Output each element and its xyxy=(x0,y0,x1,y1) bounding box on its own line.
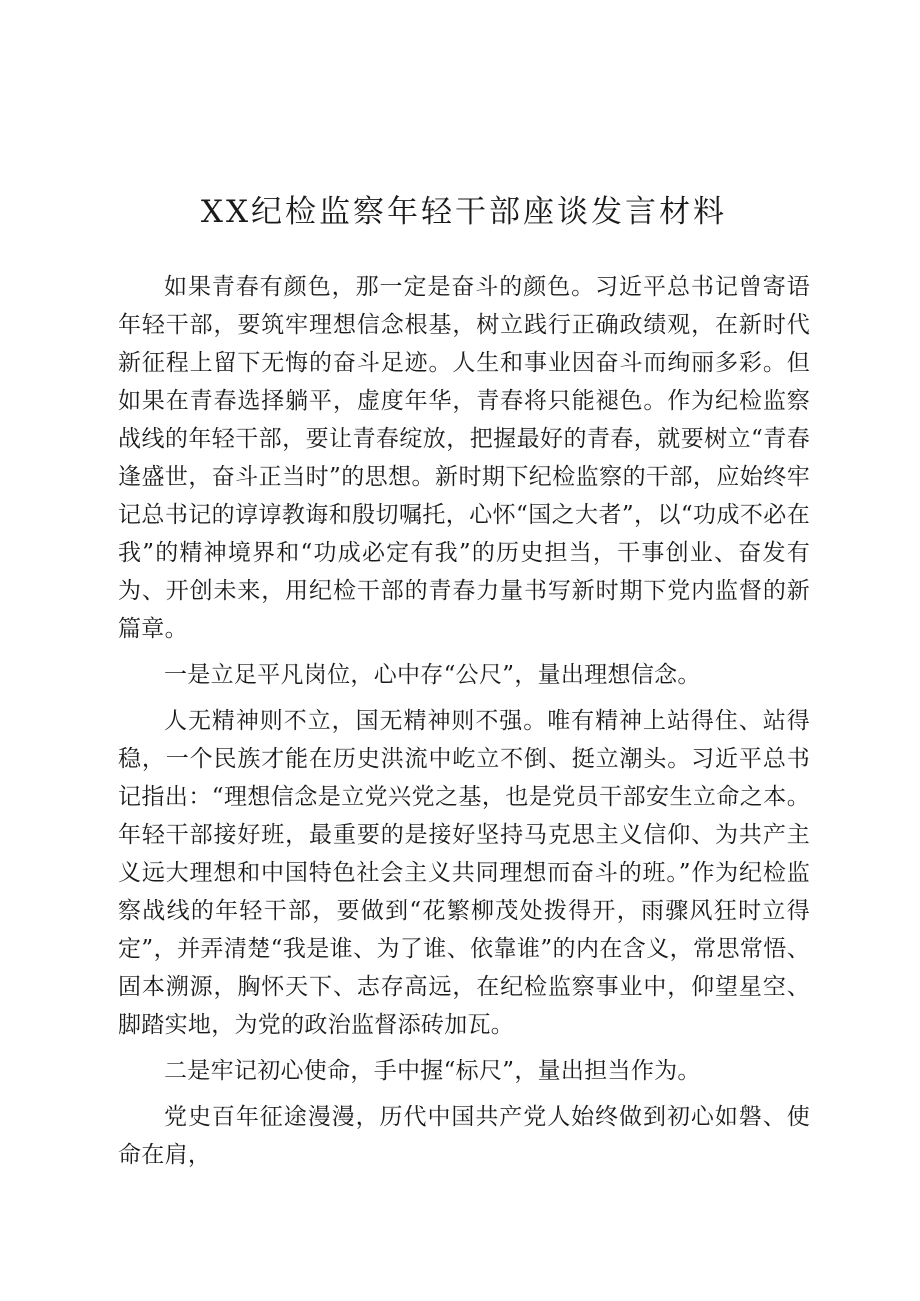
section-1-paragraph: 人无精神则不立，国无精神则不强。唯有精神上站得住、站得稳，一个民族才能在历史洪流中屹立不倒、挺立潮头。习近平总书记指出：“理想信念是立党兴党之基，也是党员干部安生立命之本。年轻干部接好班，最重要的是接好坚持马克思主义信仰、为共产主义远大理想和中国特色社会主义共同理想而奋斗的班。”作为纪检监察战线的年轻干部，要做到“花繁柳茂处拨得开，雨骤风狂时立得定”，并弄清楚“我是谁、为了谁、依靠谁”的内在含义，常思常悟、固本溯源，胸怀天下、志存高远，在纪检监察事业中，仰望星空、脚踏实地，为党的政治监督添砖加瓦。 xyxy=(118,708,810,1038)
document-title: XX纪检监察年轻干部座谈发言材料 xyxy=(200,194,728,230)
section-heading-2: 二是牢记初心使命，手中握“标尺”，量出担当作为。 xyxy=(164,1058,701,1084)
section-heading-1: 一是立足平凡岗位，心中存“公尺”，量出理想信念。 xyxy=(164,662,701,688)
document-page xyxy=(118,190,810,1182)
intro-paragraph: 如果青春有颜色，那一定是奋斗的颜色。习近平总书记曾寄语年轻干部，要筑牢理想信念根基，树立践行正确政绩观，在新时代新征程上留下无悔的奋斗足迹。人生和事业因奋斗而绚丽多彩。但如果在青春选择躺平，虚度年华，青春将只能褪色。作为纪检监察战线的年轻干部，要让青春绽放，把握最好的青春，就要树立“青春逢盛世，奋斗正当时”的思想。新时期下纪检监察的干部，应始终牢记总书记的谆谆教诲和殷切嘱托，心怀“国之大者”，以“功成不必在我”的精神境界和“功成必定有我”的历史担当，干事创业、奋发有为、开创未来，用纪检干部的青春力量书写新时期下党内监督的新篇章。 xyxy=(118,274,810,642)
section-2-paragraph: 党史百年征途漫漫，历代中国共产党人始终做到初心如磐、使命在肩， xyxy=(118,1104,810,1168)
